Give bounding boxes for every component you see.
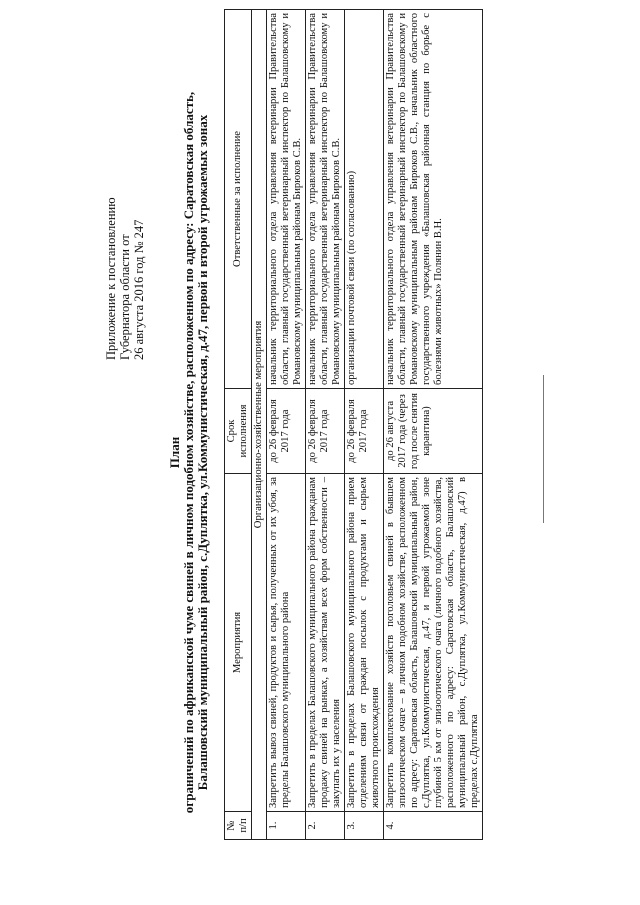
row-num: 1. <box>267 812 306 840</box>
row-deadline: до 26 февраля 2017 года <box>306 389 345 474</box>
header-responsible: Ответственные за исполнение <box>225 10 252 389</box>
row-responsible: начальник территориального отдела управления ветеринарии Правительства области, главный государственный ветеринарный инспектор по Балашовскому и Романовскому муниципальным районам Бирюков С.В. <box>306 10 345 389</box>
header-measures: Мероприятия <box>225 474 252 812</box>
row-measure: Запретить в пределах Балашовского муниципального района прием отделениям связи от граждан посылок с продуктами и сырьем животного происхождения <box>345 474 384 812</box>
appendix-line: Приложение к постановлению <box>104 197 118 360</box>
document-title <box>168 0 210 905</box>
plan-table <box>224 9 483 840</box>
row-deadline: до 26 февраля 2017 года <box>267 389 306 474</box>
header-deadline: Срок исполнения <box>225 389 252 474</box>
row-measure: Запретить в пределах Балашовского муниципального района гражданам продажу свиней на рынках, а хозяйствам всех форм собственности – закупать их у населения <box>306 474 345 812</box>
table-header-row <box>225 10 252 840</box>
table-row <box>345 10 384 840</box>
row-deadline: до 26 августа 2017 года (через год после снятия карантина) <box>384 389 483 474</box>
title-line: Балашовский муниципальный район, с.Дуплятка, ул.Коммунистическая, д.47, первой и второй угрожаемых зонах <box>195 114 210 791</box>
header-num: № п/п <box>225 812 252 840</box>
section-title: Организационно-хозяйственные мероприятия <box>252 10 267 840</box>
row-responsible: начальник территориального отдела управления ветеринарии Правительства области, главный государственный ветеринарный инспектор по Балашовскому и Романовскому муниципальным районам Бирюков С.В., начальник областного государственного учреждения «Балашовская районная станция по борьбе с болезнями животных» Полянин В.Н. <box>384 10 483 389</box>
row-responsible: организации почтовой связи (по согласованию) <box>345 10 384 389</box>
row-measure: Запретить вывоз свиней, продуктов и сырья, полученных от их убоя, за пределы Балашовского муниципального района <box>267 474 306 812</box>
table-row <box>267 10 306 840</box>
divider-line <box>543 375 544 523</box>
row-num: 3. <box>345 812 384 840</box>
title-heading: План <box>167 436 182 469</box>
appendix-line: 26 августа 2016 год № 247 <box>132 219 146 360</box>
title-line: ограничений по африканской чуме свиней в личном подобном хозяйстве, расположенном по адресу: Саратовская область, <box>181 91 196 814</box>
row-deadline: до 26 февраля 2017 года <box>345 389 384 474</box>
row-responsible: начальник территориального отдела управления ветеринарии Правительства области, главный государственный ветеринарный инспектор по Балашовскому и Романовскому муниципальным районам Бирюков С.В. <box>267 10 306 389</box>
table-row <box>306 10 345 840</box>
row-num: 2. <box>306 812 345 840</box>
row-num: 4. <box>384 812 483 840</box>
table-row <box>384 10 483 840</box>
section-row <box>252 10 267 840</box>
appendix-note <box>104 197 146 360</box>
row-measure: Запретить комплектование хозяйств поголовьем свиней в бывшем эпизоотическом очаге – в личном подобном хозяйстве, расположенном по адресу: Саратовская область, Балашовский муниципальный район, с.Дуплятка, ул.Коммунистическая, д.47, и первой угрожаемой зоне глубиной 5 км от эпизоотического очага (личного подобного хозяйства, расположенного по адресу: Саратовская область, Балашовский муниципальный район, с.Дуплятка, ул.Коммунистическая, д.47) в пределах с.Дуплятка <box>384 474 483 812</box>
appendix-line: Губернатора области от <box>118 234 132 360</box>
